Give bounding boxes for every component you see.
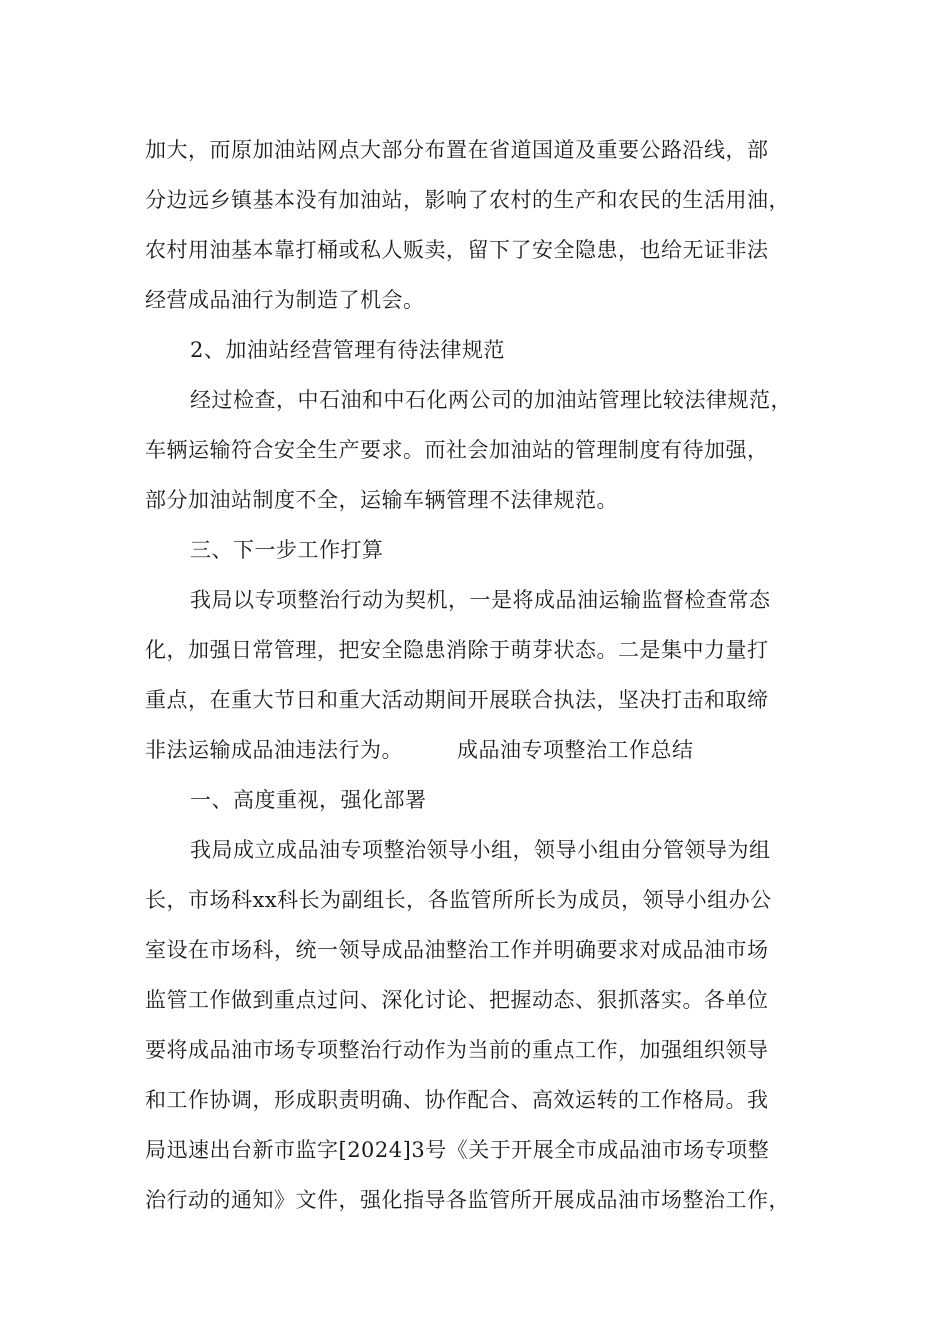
- text-line-7: 车辆运输符合安全生产要求。而社会加油站的管理制度有待加强，: [145, 438, 769, 462]
- text-line-12: 重点，在重大节日和重大活动期间开展联合执法，坚决打击和取缔: [145, 688, 769, 712]
- text-line-21: 局迅速出台新市监字[2024]3号《关于开展全市成品油市场专项整: [145, 1138, 770, 1162]
- text-line-4: 经营成品油行为制造了机会。: [145, 288, 425, 312]
- text-line-22: 治行动的通知》文件，强化指导各监管所开展成品油市场整治工作，: [145, 1188, 790, 1212]
- text-line-2: 分边远乡镇基本没有加油站，影响了农村的生产和农民的生活用油，: [145, 188, 790, 212]
- text-line-1: 加大，而原加油站网点大部分布置在省道国道及重要公路沿线，部: [145, 138, 769, 162]
- text-line-18: 监管工作做到重点过问、深化讨论、把握动态、狠抓落实。各单位: [145, 988, 769, 1012]
- section-heading-3: 三、下一步工作打算: [190, 538, 384, 562]
- text-line-17: 室设在市场科，统一领导成品油整治工作并明确要求对成品油市场: [145, 938, 769, 962]
- text-line-8: 部分加油站制度不全，运输车辆管理不法律规范。: [145, 488, 618, 512]
- text-line-20: 和工作协调，形成职责明确、协作配合、高效运转的工作格局。我: [145, 1088, 769, 1112]
- text-line-6: 经过检查，中石油和中石化两公司的加油站管理比较法律规范，: [190, 388, 792, 412]
- text-line-3: 农村用油基本靠打桶或私人贩卖，留下了安全隐患，也给无证非法: [145, 238, 769, 262]
- text-line-11: 化，加强日常管理，把安全隐患消除于萌芽状态。二是集中力量打: [145, 638, 769, 662]
- text-line-15: 我局成立成品油专项整治领导小组，领导小组由分管领导为组: [190, 838, 771, 862]
- text-line-16: 长，市场科xx科长为副组长，各监管所所长为成员，领导小组办公: [145, 888, 772, 912]
- section-heading-2: 2、加油站经营管理有待法律规范: [190, 338, 505, 362]
- text-line-13: 非法运输成品油违法行为。 成品油专项整治工作总结: [145, 738, 694, 762]
- text-line-19: 要将成品油市场专项整治行动作为当前的重点工作，加强组织领导: [145, 1038, 769, 1062]
- section-heading-1: 一、高度重视，强化部署: [190, 788, 427, 812]
- text-line-10: 我局以专项整治行动为契机，一是将成品油运输监督检查常态: [190, 588, 771, 612]
